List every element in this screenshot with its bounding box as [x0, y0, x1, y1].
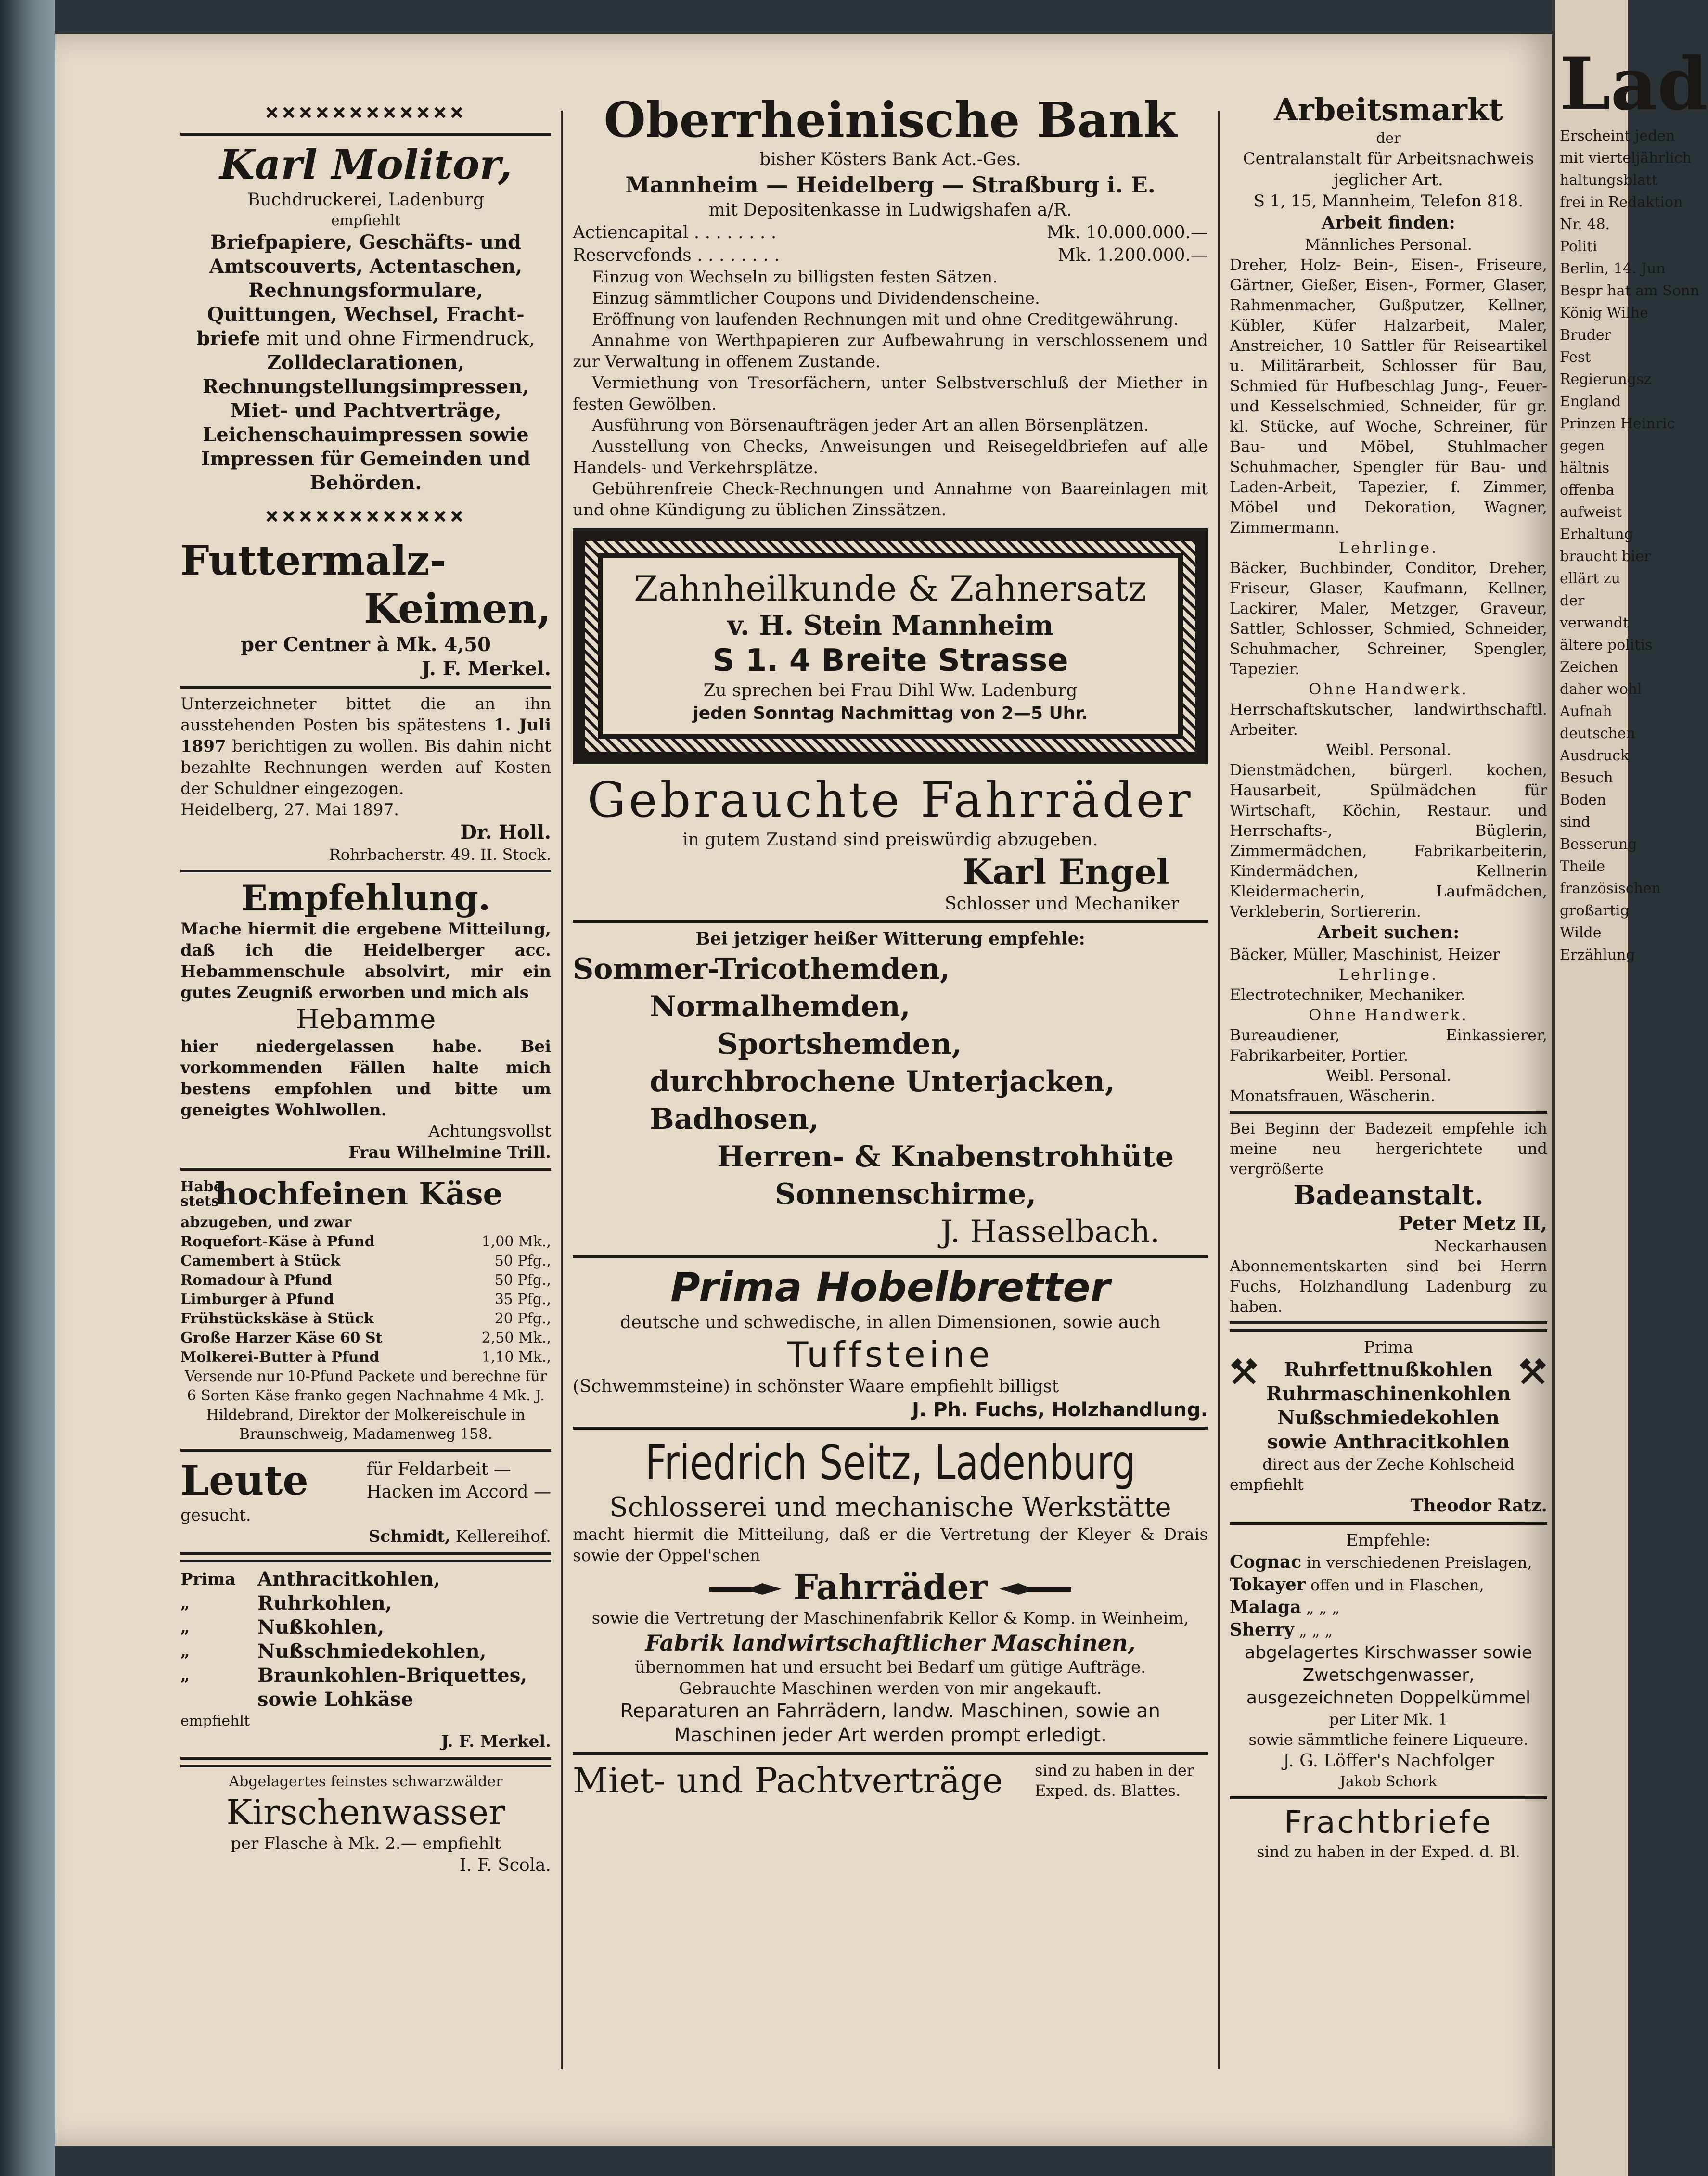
ad-closing: Achtungsvollst — [428, 1122, 551, 1141]
text-fragment: Boden — [1560, 792, 1606, 808]
rule — [180, 1552, 551, 1555]
text-fragment: ellärt zu — [1560, 570, 1620, 587]
ad-title: Gebrauchte Fahrräder — [587, 772, 1194, 828]
table-value: Mk. 10.000.000.— — [1046, 223, 1208, 243]
ad-title: Karl Molitor, — [219, 141, 512, 188]
rule — [180, 1560, 551, 1562]
ad-text: mit und ohne Firmendruck, — [260, 328, 535, 350]
ditto-mark: „ — [180, 1666, 190, 1685]
text-fragment: aufweist — [1560, 504, 1622, 521]
list-item: Herren- & Knabenstrohhüte — [717, 1140, 1174, 1174]
text-fragment: Ausdruck — [1560, 747, 1630, 764]
ad-text: abgelagertes Kirschwasser sowie Zwetschgenwasser, ausgezeichneten Doppelkümmel — [1245, 1643, 1532, 1708]
service-line: Gebührenfreie Check-Rechnungen und Annahme von Baareinlagen mit und ohne Kündigung zu üblichen Zinssätzen. — [573, 479, 1208, 520]
ad-title: Friedrich Seitz, Ladenburg — [645, 1434, 1136, 1491]
item-list — [1259, 1358, 1518, 1454]
ad-kaese — [180, 1176, 551, 1444]
ad-futtermalz — [180, 537, 551, 681]
ad-karl-molitor — [180, 141, 551, 495]
ad-title: Oberrheinische Bank — [604, 91, 1177, 148]
ad-text: Hacken im Accord — — [366, 1482, 551, 1502]
ad-title: Frachtbriefe — [1284, 1805, 1493, 1841]
ad-text: jeden Sonntag Nachmittag von 2—5 Uhr. — [693, 704, 1088, 723]
table-label: Reservefonds . . . . . . . . — [573, 245, 780, 265]
ad-text: empfiehlt — [1230, 1475, 1304, 1494]
section-heading: Weibl. Personal. — [1325, 1066, 1451, 1085]
ad-place: Neckarhausen — [1434, 1237, 1547, 1255]
pointing-hand-left-icon — [999, 1580, 1071, 1600]
price-row — [180, 1309, 551, 1329]
text-fragment: deutschen — [1560, 725, 1635, 742]
text-fragment: Politi — [1560, 238, 1597, 255]
divider-crosses: ×××××××××××× — [265, 99, 467, 126]
ad-text: Briefpapiere, Geschäfts- und Amtscouverts, Actentaschen, Rechnungsformulare, Quittungen, Wechsel, Fracht- — [207, 231, 525, 326]
service-line: Vermiethung von Tresorfächern, unter Selbstverschluß der Miether in festen Gewölben. — [573, 373, 1208, 414]
rule — [1230, 1111, 1547, 1114]
ad-title: Leute — [180, 1457, 308, 1504]
ad-badeanstalt — [1230, 1118, 1547, 1317]
rule — [180, 870, 551, 872]
ad-text: Reparaturen an Fahrrädern, landw. Maschinen, sowie an Maschinen jeder Art werden prompt erledigt. — [620, 1700, 1160, 1746]
ditto-mark: „ — [180, 1618, 190, 1637]
ad-address: Rohrbacherstr. 49. II. Stock. — [329, 845, 551, 864]
crossed-hammers-icon — [1518, 1358, 1547, 1387]
ad-leute — [180, 1457, 551, 1547]
price-row — [180, 1271, 551, 1290]
item-price: 50 Pfg., — [494, 1253, 551, 1269]
ad-text: Electrotechniker, Mechaniker. — [1230, 986, 1465, 1004]
item-price: 1,00 Mk., — [481, 1233, 551, 1250]
rule — [1230, 1329, 1547, 1332]
text-fragment: sind — [1560, 814, 1591, 831]
ad-signature: J. G. Löffer's Nachfolger — [1283, 1751, 1494, 1771]
product-name: Malaga — [1230, 1597, 1301, 1617]
ad-place: Kellereihof. — [450, 1527, 551, 1546]
ad-highlight: Fabrik landwirtschaftlicher Maschinen, — [645, 1630, 1136, 1656]
list-item: sowie Anthracitkohlen — [1267, 1431, 1510, 1453]
ad-text: Mache hiermit die ergebene Mitteilung, daß ich die Heidelberger acc. Hebammenschule absolvirt, mir ein gutes Zeugniß erworben und mich als — [180, 920, 551, 1002]
text-fragment: der — [1560, 592, 1585, 609]
ad-text: sowie die Vertretung der Maschinenfabrik Kellor & Komp. in Weinheim, — [591, 1609, 1189, 1628]
ad-signature: J. F. Merkel. — [441, 1732, 551, 1751]
ad-price: per Flasche à Mk. 2.— empfiehlt — [231, 1834, 501, 1853]
ad-text: „ „ „ — [1294, 1621, 1333, 1639]
ad-text: Schlosser und Mechaniker — [945, 894, 1179, 914]
rule — [180, 1765, 551, 1767]
price-row — [180, 1290, 551, 1309]
adjacent-page — [1552, 0, 1708, 2176]
ad-text: „ „ „ — [1301, 1599, 1340, 1617]
ad-text: in verschiedenen Preislagen, — [1301, 1553, 1532, 1572]
rule — [573, 1255, 1208, 1258]
pointing-hand-right-icon — [709, 1580, 782, 1600]
section-heading: Männliches Personal. — [1305, 235, 1472, 254]
ad-signature: J. Hasselbach. — [940, 1214, 1160, 1250]
section-heading: Ohne Handwerk. — [1309, 680, 1468, 698]
rule — [1230, 1321, 1547, 1324]
ad-text: Mannheim — Heidelberg — Straßburg i. E. — [625, 172, 1156, 198]
item-name: Molkerei-Butter à Pfund — [180, 1349, 380, 1366]
ad-text: Bureaudiener, Einkassierer, Fabrikarbeiter, Portier. — [1230, 1026, 1547, 1064]
ad-text: Dienstmädchen, bürgerl. kochen, Hausarbeit, Spülmädchen für Wirtschaft, Köchin, Restaur. und Herrschafts-, Büglerin, Zimmermädchen, Fabrikarbeiterin, Kindermädchen, Kellnerin Kleidermacherin, Laufmädchen, Verkleberin, Sortiererin. — [1230, 761, 1547, 921]
ditto-mark: „ — [180, 1594, 190, 1613]
column-right — [1230, 91, 1547, 2088]
price-row — [180, 1232, 551, 1252]
service-list — [573, 267, 1208, 521]
ad-text: Bei jetziger heißer Witterung empfehle: — [695, 929, 1085, 949]
ad-text: Prima — [1363, 1338, 1413, 1357]
text-fragment: Besuch — [1560, 769, 1613, 786]
text-fragment: Zeichen — [1560, 659, 1618, 676]
ad-title: Badeanstalt. — [1293, 1179, 1484, 1211]
ad-text: abzugeben, und zwar — [180, 1214, 352, 1231]
ad-text: berichtigen zu wollen. Bis dahin nicht bezahlte Rechnungen werden auf Kosten der Schuldner eingezogen. — [180, 737, 551, 798]
text-fragment: mit vierteljährlich — [1560, 150, 1692, 166]
rule — [1230, 1796, 1547, 1799]
ad-arbeitsmarkt — [1230, 91, 1547, 1106]
item-price: 35 Pfg., — [494, 1291, 551, 1308]
text-fragment: England — [1560, 393, 1621, 410]
list-item: Normalhemden, — [650, 990, 911, 1024]
ad-text: deutsche und schwedische, in allen Dimensionen, sowie auch — [620, 1313, 1161, 1332]
list-item — [180, 1591, 551, 1615]
ad-subtitle: Centralanstalt für Arbeitsnachweis — [1243, 149, 1534, 168]
ad-address: S 1, 15, Mannheim, Telefon 818. — [1253, 192, 1524, 211]
ad-date: 1. Juli 1897 — [180, 716, 551, 756]
item-list — [573, 950, 1208, 1213]
section-heading: Lehrlinge. — [1338, 538, 1438, 557]
rule — [573, 1427, 1208, 1430]
item-name: Anthracitkohlen, — [257, 1568, 440, 1590]
ad-text: Monatsfrauen, Wäscherin. — [1230, 1087, 1436, 1105]
text-fragment: Fest — [1560, 349, 1591, 366]
ad-friedrich-seitz — [573, 1434, 1208, 1747]
ad-signature: J. Ph. Fuchs, Holzhandlung. — [912, 1399, 1208, 1421]
ad-text: Empfehle: — [1346, 1531, 1431, 1550]
price-row — [180, 1329, 551, 1348]
rule — [180, 1449, 551, 1452]
item-name: Ruhrkohlen, — [257, 1592, 392, 1614]
ad-signature: Schmidt, — [368, 1527, 450, 1546]
ad-signature: Dr. Holl. — [460, 821, 551, 844]
text-fragment: verwandt — [1560, 614, 1629, 631]
ad-price: per Centner à Mk. 4,50 — [241, 633, 491, 656]
text-fragment: haltungsblatt — [1560, 172, 1657, 189]
ad-title: Miet- und Pachtverträge — [573, 1760, 1003, 1801]
ad-ruhrkohlen — [1230, 1337, 1547, 1517]
ad-text: offen und in Flaschen, — [1305, 1576, 1484, 1594]
item-price: 1,10 Mk., — [481, 1349, 551, 1366]
ad-subtitle: Buchdruckerei, Ladenburg — [247, 190, 484, 210]
ad-text: übernommen hat und ersucht bei Bedarf um gütige Aufträge. — [635, 1658, 1146, 1677]
service-line: Einzug von Wechseln zu billigsten festen Sätzen. — [592, 268, 998, 287]
ad-text: Zu sprechen bei Frau Dihl Ww. Ladenburg — [703, 681, 1078, 701]
service-line: Eröffnung von laufenden Rechnungen mit und ohne Creditgewährung. — [592, 310, 1179, 329]
list-item — [180, 1664, 551, 1688]
list-item: Ruhrmaschinenkohlen — [1266, 1382, 1511, 1405]
ad-text: Gebrauchte Maschinen werden von mir angekauft. — [679, 1679, 1102, 1698]
ad-place: Heidelberg, 27. Mai 1897. — [180, 800, 399, 819]
text-fragment: Berlin, 14. Jun — [1560, 260, 1666, 277]
section-heading: Arbeit finden: — [1322, 213, 1455, 233]
text-fragment: ältere politis — [1560, 637, 1653, 653]
ad-text: der — [1376, 130, 1401, 147]
ad-hebamme — [180, 877, 551, 1163]
ad-text: Abonnementskarten sind bei Herrn Fuchs, Holzhandlung Ladenburg zu haben. — [1230, 1257, 1547, 1316]
ad-text: Bei Beginn der Badezeit empfehle ich meine neu hergerichtete und vergrößerte — [1230, 1119, 1547, 1178]
list-item: Sportshemden, — [717, 1027, 962, 1061]
masthead-fragment: Lad — [1560, 42, 1708, 127]
ad-text: Unterzeichneter bittet die an ihn ausstehenden Posten bis spätestens — [180, 694, 551, 735]
list-item: durchbrochene Unterjacken, — [650, 1065, 1115, 1099]
rule — [180, 133, 551, 136]
list-item: Badhosen, — [650, 1102, 819, 1136]
ad-signature: I. F. Scola. — [459, 1856, 551, 1875]
rule — [573, 1752, 1208, 1755]
ad-text: gesucht. — [180, 1506, 251, 1525]
ad-text: in gutem Zustand sind preiswürdig abzugeben. — [682, 830, 1098, 850]
ad-text: sind zu haben in der Exped. ds. Blattes. — [1035, 1761, 1194, 1800]
divider-crosses: ×××××××××××× — [265, 502, 467, 529]
list-item: Sommer-Tricothemden, — [573, 952, 950, 986]
ad-title: Arbeitsmarkt — [1274, 92, 1503, 128]
product-name: Sherry — [1230, 1620, 1294, 1640]
rule — [180, 1168, 551, 1171]
text-fragment: Erhaltung — [1560, 526, 1633, 543]
text-fragment: Erzählung — [1560, 947, 1635, 963]
ad-title: Kirschenwasser — [226, 1792, 505, 1832]
ad-signature: Frau Wilhelmine Trill. — [348, 1143, 551, 1162]
section-heading: Weibl. Personal. — [1325, 741, 1451, 759]
service-line: Ausstellung von Checks, Anweisungen und Reisegeldbriefen auf alle Handels- und Verkehrsplätze. — [573, 437, 1208, 477]
text-fragment: Prinzen Heinric — [1560, 415, 1675, 432]
item-name: sowie Lohkäse — [257, 1688, 413, 1711]
ad-highlight: Hebamme — [295, 1004, 436, 1035]
ad-title: Futtermalz- — [180, 537, 447, 584]
item-name: Roquefort-Käse à Pfund — [180, 1233, 375, 1250]
list-item — [180, 1639, 551, 1664]
ad-kirschenwasser — [180, 1772, 551, 1877]
ad-text: jeglicher Art. — [1334, 170, 1443, 190]
text-fragment: offenba — [1560, 482, 1615, 499]
item-list — [180, 1567, 551, 1712]
ad-text: Habe stets — [180, 1178, 223, 1210]
service-line: Ausführung von Börsenaufträgen jeder Art an allen Börsenplätzen. — [592, 416, 1149, 435]
ad-loeffer — [1230, 1530, 1547, 1792]
item-name: Camembert à Stück — [180, 1253, 341, 1269]
list-item: Ruhrfettnußkohlen — [1284, 1358, 1493, 1381]
text-fragment: großartig — [1560, 902, 1630, 919]
price-row — [180, 1252, 551, 1271]
ad-text: für Feldarbeit — — [366, 1459, 511, 1479]
list-item — [180, 1615, 551, 1639]
ad-text: empfiehlt — [180, 1713, 250, 1729]
text-fragment: Wilde — [1560, 924, 1602, 941]
item-price: 50 Pfg., — [494, 1272, 551, 1289]
ad-text: Dreher, Holz- Bein-, Eisen-, Friseure, Gärtner, Gießer, Eisen-, Former, Glaser, Rahmenmacher, Gußputzer, Kellner, Kübler, Küfer Halzarbeit, Maler, Anstreicher, 10 Sattler für Reiseartikel u. Militärarbeit, Schlosser für Bau, Schmied für Hufbeschlag Jung-, Feuer- und Kesselschmied, Schneider, für gr. kl. Stücke, auf Woche, Schreiner, für Bau- und Möbel, Stuhlmacher Schuhmacher, Spengler für Bau- und Laden-Arbeit, Tapezier, f. Zimmer, Möbel und Dekoration, Wagner, Zimmermann. — [1230, 256, 1547, 537]
ad-hasselbach — [573, 928, 1208, 1251]
ad-text: direct aus der Zeche Kohlscheid — [1262, 1455, 1515, 1473]
text-fragment: daher wohl — [1560, 681, 1642, 698]
ad-text: hier niedergelassen habe. Bei vorkommenden Fällen halte mich bestens empfohlen und bitte um geneigtes Wohlwollen. — [180, 1037, 551, 1120]
ad-owner: Jakob Schork — [1339, 1773, 1438, 1790]
item-name: Nußkohlen, — [257, 1616, 385, 1638]
table-value: Mk. 1.200.000.— — [1057, 245, 1208, 265]
price-row — [180, 1348, 551, 1367]
item-name: Nußschmiedekohlen, — [257, 1640, 487, 1663]
ad-mietvertraege — [573, 1760, 1208, 1801]
ad-fahrraeder-engel — [573, 772, 1208, 915]
text-fragment: hältnis — [1560, 460, 1610, 476]
item-name: Frühstückskäse à Stück — [180, 1310, 374, 1327]
text-fragment: König Wilhe — [1560, 305, 1648, 321]
list-item — [180, 1567, 551, 1591]
table-label: Actiencapital . . . . . . . . — [573, 223, 777, 243]
item-price: 2,50 Mk., — [481, 1330, 551, 1346]
service-line: Einzug sämmtlicher Coupons und Dividendenscheine. — [592, 289, 1040, 308]
ad-text: briefe — [196, 327, 260, 350]
product-name: Tokayer — [1230, 1574, 1306, 1595]
text-fragment: gegen — [1560, 437, 1605, 454]
column-rule — [561, 111, 563, 2069]
item-price: 20 Pfg., — [494, 1310, 551, 1327]
ad-title: Prima Hobelbretter — [670, 1264, 1110, 1311]
rule — [573, 920, 1208, 923]
book-binding — [0, 0, 55, 2176]
service-line: Annahme von Werthpapieren zur Aufbewahrung in verschlossenem und zur Verwaltung in offenem Zustande. — [573, 331, 1208, 371]
rule — [180, 1757, 551, 1760]
list-item: Nußschmiedekohlen — [1277, 1407, 1500, 1429]
ad-signature: Theodor Ratz. — [1410, 1496, 1547, 1516]
text-fragments — [1555, 125, 1700, 966]
ad-text: mit Depositenkasse in Ludwigshafen a/R. — [708, 200, 1072, 220]
text-fragment: Bespr hat am Sonn — [1560, 282, 1700, 299]
ad-title: Empfehlung. — [241, 877, 490, 918]
column-left — [180, 91, 551, 2088]
section-heading: Arbeit suchen: — [1317, 922, 1460, 943]
section-heading: Ohne Handwerk. — [1309, 1006, 1468, 1024]
ad-kohlen-merkel — [180, 1567, 551, 1752]
ad-text: empfiehlt — [331, 212, 401, 229]
ad-text: Zolldeclarationen, Rechnungstellungsimpressen, Miet- und Pachtverträge, Leichenschauimpressen sowie Impressen für Gemeinden und Behörden. — [201, 351, 531, 494]
ad-subtitle: Schlosserei und mechanische Werkstätte — [609, 1492, 1171, 1523]
price-list — [180, 1232, 551, 1367]
ad-text: Bäcker, Buchbinder, Conditor, Dreher, Friseur, Glaser, Kaufmann, Kellner, Lackirer, Maler, Metzger, Graveur, Sattler, Schlosser, Schmied, Schneider, Schuhmacher, Schreiner, Spengler, Tapezier. — [1230, 559, 1547, 678]
ad-hobelbretter — [573, 1263, 1208, 1422]
column-rule — [1218, 111, 1220, 2069]
section-heading: Lehrlinge. — [1338, 965, 1438, 984]
ad-oberrheinische-bank — [573, 91, 1208, 521]
ad-text: Herrschaftskutscher, landwirthschaftl. Arbeiter. — [1230, 700, 1547, 739]
ditto-mark — [180, 1688, 257, 1712]
ad-frame — [573, 528, 1208, 764]
text-fragment: Bruder — [1560, 327, 1612, 344]
text-fragment: Erscheint jeden — [1560, 128, 1675, 144]
ad-zahnheilkunde — [598, 553, 1183, 739]
ad-price: per Liter Mk. 1 — [1329, 1710, 1448, 1728]
ad-title: Keimen, — [363, 585, 551, 632]
list-item — [180, 1688, 551, 1712]
text-fragment: Theile — [1560, 858, 1605, 875]
ad-text: (Schwemmsteine) in schönster Waare empfiehlt billigst — [573, 1377, 1059, 1396]
rule — [1230, 1522, 1547, 1525]
text-fragment: frei in Redaktion — [1560, 194, 1683, 211]
list-prefix: Prima — [180, 1570, 236, 1589]
item-name: Große Harzer Käse 60 St — [180, 1330, 383, 1346]
ad-name: v. H. Stein Mannheim — [727, 610, 1053, 641]
ad-signature: J. F. Merkel. — [422, 657, 551, 680]
ad-signature: Peter Metz II, — [1398, 1212, 1547, 1235]
text-fragment: Besserung — [1560, 836, 1637, 853]
newspaper-page — [55, 34, 1552, 2146]
item-name: Braunkohlen-Briquettes, — [257, 1664, 527, 1687]
ad-highlight: Tuffsteine — [787, 1334, 994, 1375]
crossed-hammers-icon — [1230, 1358, 1259, 1387]
text-fragment: Nr. 48. — [1560, 216, 1610, 233]
column-middle — [573, 91, 1208, 2088]
text-fragment: braucht bier — [1560, 548, 1651, 565]
ditto-mark: „ — [180, 1642, 190, 1661]
ad-title: Zahnheilkunde & Zahnersatz — [634, 568, 1147, 609]
ad-text: Versende nur 10-Pfund Packete und berechne für 6 Sorten Käse franko gegen Nachnahme 4 Mk. J. Hildebrand, Direktor der Molkereischule in Braunschweig, Madamenweg 158. — [184, 1368, 547, 1443]
item-name: Limburger à Pfund — [180, 1291, 334, 1308]
ad-text: sowie sämmtliche feinere Liqueure. — [1248, 1730, 1528, 1749]
product-name: Cognac — [1230, 1552, 1302, 1572]
ad-signature: Karl Engel — [962, 851, 1169, 892]
ad-dr-holl — [180, 693, 551, 865]
text-fragment: Aufnah — [1560, 703, 1612, 720]
ad-text: Abgelagertes feinstes schwarzwälder — [229, 1773, 503, 1790]
rule — [180, 686, 551, 689]
ad-frachtbriefe — [1230, 1804, 1547, 1862]
ad-title: hochfeinen Käse — [215, 1176, 503, 1212]
text-fragment: Regierungsz — [1560, 371, 1652, 388]
item-name: Romadour à Pfund — [180, 1272, 333, 1289]
text-fragment: französischen — [1560, 880, 1661, 897]
ad-text: sind zu haben in der Exped. d. Bl. — [1257, 1843, 1520, 1861]
ad-address: S 1. 4 Breite Strasse — [712, 643, 1068, 678]
ad-highlight: Fahrräder — [793, 1566, 988, 1607]
ad-text: macht hiermit die Mitteilung, daß er die Vertretung der Kleyer & Drais sowie der Oppel'schen — [573, 1525, 1208, 1565]
ad-subtitle: bisher Kösters Bank Act.-Ges. — [759, 150, 1021, 169]
list-item: Sonnenschirme, — [775, 1178, 1037, 1211]
ad-text: Bäcker, Müller, Maschinist, Heizer — [1230, 945, 1500, 963]
